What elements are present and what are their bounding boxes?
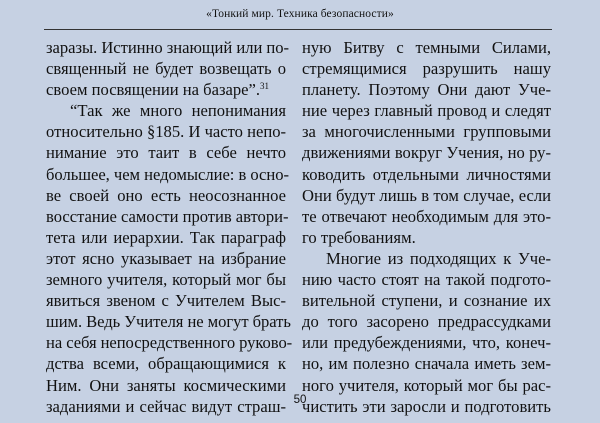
text-line: за многочисленными групповыми xyxy=(302,122,551,142)
text-line: ве своей оно есть неосознанное xyxy=(46,185,286,205)
right-column xyxy=(302,37,551,417)
text-line: этот ясно указывает на избрание xyxy=(46,248,286,268)
text-line: земного учителя, который мог бы xyxy=(46,270,286,290)
text-line: или предубеждениями, что, конеч- xyxy=(302,333,551,353)
text-line: нию часто стоят на такой подгото- xyxy=(302,270,551,290)
text-line: но, им полезно сначала иметь зем- xyxy=(302,354,551,374)
text-line: священный не будет возвещать о xyxy=(46,59,286,79)
header-rule xyxy=(44,29,552,30)
text-line: восстание самости против автори- xyxy=(46,206,289,226)
text-line: Многие из подходящих к Уче- xyxy=(326,248,551,268)
text-line: большее, чем недомыслие: в осно- xyxy=(46,164,289,184)
text-line: стремящимися разрушить нашу xyxy=(302,59,551,79)
text-line: “Так же много непонимания xyxy=(70,101,286,121)
text-line: те отвечают необходимым для это- xyxy=(302,206,551,226)
text-line: чистить эти заросли и подготовить xyxy=(302,396,551,416)
text-line: ководить отдельными личностями xyxy=(302,164,551,184)
page-number: 50 xyxy=(293,394,307,406)
text-line: вительной ступени, и сознание их xyxy=(302,291,551,311)
text-line: до того засорено предрассудками xyxy=(302,312,551,332)
text-line: ную Битву с темными Силами, xyxy=(302,38,551,57)
text-line-content: своем посвящении на базаре”. xyxy=(46,80,261,100)
text-line: нимание это таит в себе нечто xyxy=(46,143,286,163)
text-line: дства всеми, обращающимися к xyxy=(46,354,286,374)
text-line: шим. Ведь Учителя не могут брать xyxy=(46,312,291,332)
text-line: ние через главный провод и следят xyxy=(302,101,551,121)
text-line: тета или иерархии. Так параграф xyxy=(46,227,286,247)
text-line: относительно §185. И часто непо- xyxy=(46,122,287,142)
running-header: «Тонкий мир. Техника безопасности» xyxy=(206,8,394,20)
text-line: движениями вокруг Учения, но ру- xyxy=(302,143,551,163)
text-line: заданиями и сейчас видут страш- xyxy=(46,396,286,416)
text-line: планету. Поэтому Они дают Уче- xyxy=(302,80,551,100)
footnote-marker: 31 xyxy=(260,81,270,92)
text-line: явиться звеном с Учителем Выс- xyxy=(46,291,286,311)
text-line: Ним. Они заняты космическими xyxy=(46,375,286,395)
text-line: ного учителя, который мог бы рас- xyxy=(302,375,551,395)
text-line: го требованиям. xyxy=(302,227,416,247)
left-column xyxy=(46,37,293,417)
text-line: на себя непосредственного руково- xyxy=(46,333,293,353)
text-line: заразы. Истинно знающий или по- xyxy=(46,38,290,57)
text-line: Они будут лишь в том случае, если xyxy=(302,185,551,205)
text-line xyxy=(46,79,286,100)
